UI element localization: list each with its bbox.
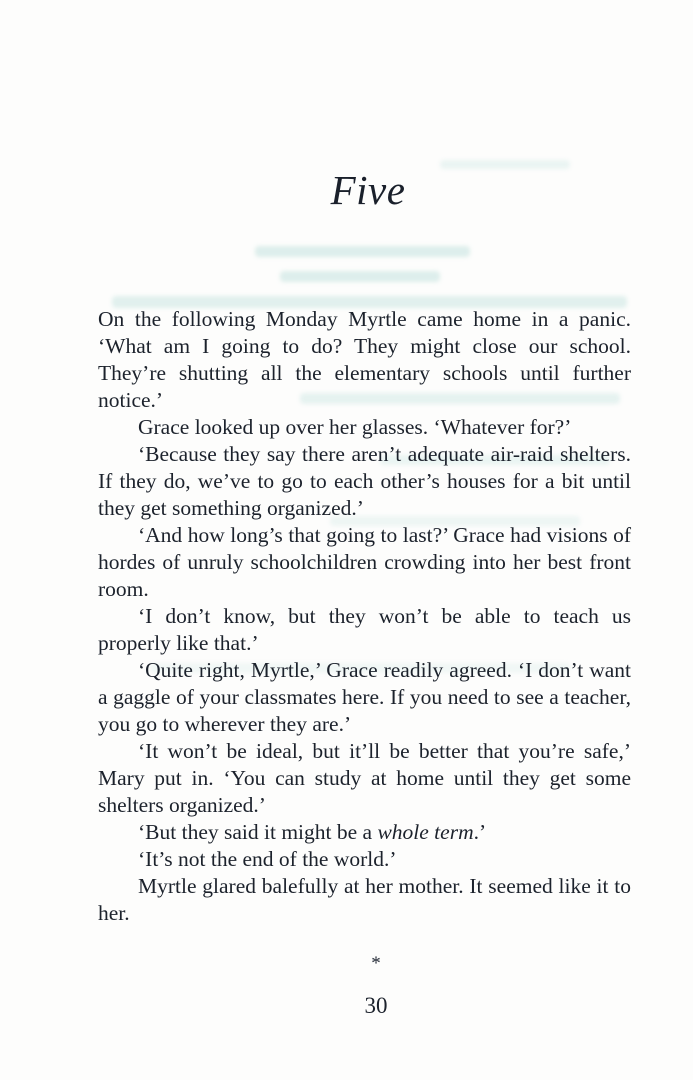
paragraph	[98, 819, 631, 846]
paragraph	[98, 738, 631, 819]
body-text: ‘It won’t be ideal, but it’ll be better that you’re safe,’ Mary put in. ‘You can study at home until they get some shelters organized.’	[98, 739, 631, 817]
body-text: ‘Quite right, Myrtle,’ Grace readily agreed. ‘I don’t want a gaggle of your classmates here. If you need to see a teacher, you go to wherever they are.’	[98, 658, 631, 736]
paragraph	[98, 522, 631, 603]
paragraph	[98, 603, 631, 657]
paragraph	[98, 306, 631, 414]
body-text: Grace looked up over her glasses. ‘Whatever for?’	[138, 415, 572, 439]
emphasized-text: whole term	[377, 820, 474, 844]
body-text: On the following Monday Myrtle came home in a panic. ‘What am I going to do? They might close our school. They’re shutting all the elementary schools until further notice.’	[98, 307, 631, 412]
paragraph	[98, 657, 631, 738]
paragraph	[98, 873, 631, 927]
show-through-artifact	[280, 271, 440, 282]
paragraph	[98, 441, 631, 522]
page-number: 30	[364, 993, 388, 1018]
body-text: .’	[473, 820, 487, 844]
text-block	[98, 306, 631, 927]
body-text: ‘It’s not the end of the world.’	[138, 847, 397, 871]
paragraph	[98, 846, 631, 873]
body-text: ‘Because they say there aren’t adequate air-raid shelters. If they do, we’ve to go to each other’s houses for a bit until they get something organized.’	[98, 442, 631, 520]
body-text: Myrtle glared balefully at her mother. It seemed like it to her.	[98, 874, 631, 925]
body-text: ‘And how long’s that going to last?’ Grace had visions of hordes of unruly schoolchildren crowding into her best front room.	[98, 523, 631, 601]
show-through-artifact	[255, 246, 470, 257]
paragraph	[98, 414, 631, 441]
chapter-title: Five	[330, 167, 406, 213]
body-text: ‘I don’t know, but they won’t be able to teach us properly like that.’	[98, 604, 631, 655]
section-break-asterisk: *	[371, 953, 381, 974]
body-text: ‘But they said it might be a	[138, 820, 378, 844]
